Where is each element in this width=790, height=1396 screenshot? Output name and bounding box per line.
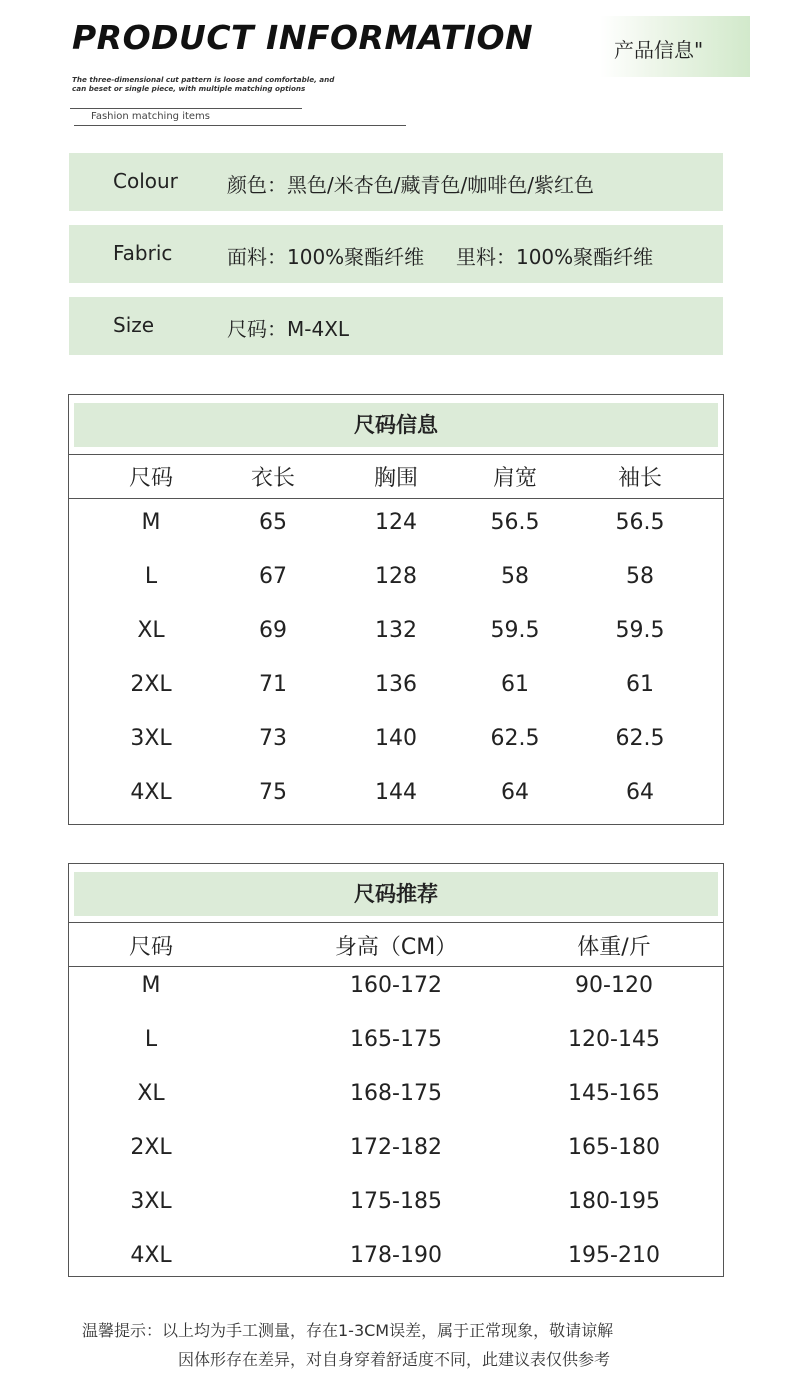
- info-value: 尺码：M-4XL: [227, 317, 350, 341]
- table-cell: 59.5: [490, 618, 540, 643]
- fashion-label: Fashion matching items: [91, 111, 210, 122]
- table-cell: 145-165: [568, 1081, 660, 1106]
- badge-label: 产品信息": [614, 38, 704, 62]
- subtitle-line-1: The three-dimensional cut pattern is loose and comfortable, and: [72, 75, 335, 84]
- table-cell: 3XL: [130, 1189, 172, 1214]
- table-cell: XL: [137, 1081, 165, 1106]
- column-header: 肩宽: [492, 466, 538, 491]
- table-cell: 140: [375, 726, 417, 751]
- info-label: Colour: [113, 169, 178, 193]
- column-header: 尺码: [128, 935, 174, 960]
- page-title: PRODUCT INFORMATION: [72, 18, 534, 57]
- info-bar-size: [69, 297, 723, 355]
- table-cell: 58: [626, 564, 654, 589]
- info-value: 颜色：黑色/米杏色/藏青色/咖啡色/紫红色: [227, 173, 594, 197]
- table-cell: 2XL: [130, 1135, 172, 1160]
- table-cell: 3XL: [130, 726, 172, 751]
- table-cell: 175-185: [350, 1189, 442, 1214]
- table-title: 尺码推荐: [74, 872, 718, 916]
- table-cell: 62.5: [490, 726, 540, 751]
- section-badge: [600, 16, 750, 77]
- table-cell: 165-180: [568, 1135, 660, 1160]
- table-cell: XL: [137, 618, 165, 643]
- table-cell: 168-175: [350, 1081, 442, 1106]
- table-cell: 178-190: [350, 1243, 442, 1268]
- table-cell: 64: [501, 780, 529, 805]
- table-cell: 180-195: [568, 1189, 660, 1214]
- table-cell: 73: [259, 726, 287, 751]
- table-cell: 172-182: [350, 1135, 442, 1160]
- table-cell: 136: [375, 672, 417, 697]
- info-value: 面料：100%聚酯纤维 里料：100%聚酯纤维: [227, 245, 654, 269]
- table-cell: 71: [259, 672, 287, 697]
- table-cell: 61: [501, 672, 529, 697]
- column-header: 衣长: [250, 466, 296, 491]
- table-cell: 128: [375, 564, 417, 589]
- column-header: 胸围: [373, 466, 419, 491]
- table-divider: [69, 454, 723, 455]
- table-cell: 62.5: [615, 726, 665, 751]
- table-cell: 59.5: [615, 618, 665, 643]
- size-recommend-table: [68, 863, 724, 1277]
- table-cell: M: [141, 973, 161, 998]
- info-label: Size: [113, 313, 155, 337]
- info-bar-colour: [69, 153, 723, 211]
- table-cell: L: [144, 564, 158, 589]
- table-cell: 65: [259, 510, 287, 535]
- column-header: 尺码: [128, 466, 174, 491]
- table-cell: M: [141, 510, 161, 535]
- table-cell: 56.5: [615, 510, 665, 535]
- notice-line-2: 因体形存在差异，对自身穿着舒适度不同，此建议表仅供参考: [178, 1350, 611, 1369]
- table-cell: 90-120: [575, 973, 653, 998]
- table-cell: L: [144, 1027, 158, 1052]
- subtitle-line-2: can beset or single piece, with multiple matching options: [72, 84, 306, 93]
- table-cell: 165-175: [350, 1027, 442, 1052]
- table-title: 尺码信息: [74, 403, 718, 447]
- table-cell: 132: [375, 618, 417, 643]
- table-cell: 160-172: [350, 973, 442, 998]
- subtitle: [72, 75, 392, 93]
- table-cell: 64: [626, 780, 654, 805]
- table-cell: 75: [259, 780, 287, 805]
- table-cell: 4XL: [130, 1243, 172, 1268]
- size-info-table: [68, 394, 724, 825]
- table-cell: 61: [626, 672, 654, 697]
- table-cell: 67: [259, 564, 287, 589]
- info-bar-fabric: [69, 225, 723, 283]
- table-cell: 2XL: [130, 672, 172, 697]
- table-cell: 144: [375, 780, 417, 805]
- table-cell: 4XL: [130, 780, 172, 805]
- divider-line: [70, 108, 302, 109]
- table-divider: [69, 922, 723, 923]
- table-divider: [69, 966, 723, 967]
- table-cell: 58: [501, 564, 529, 589]
- table-cell: 195-210: [568, 1243, 660, 1268]
- table-divider: [69, 498, 723, 499]
- divider-line: [74, 125, 406, 126]
- table-cell: 56.5: [490, 510, 540, 535]
- table-cell: 69: [259, 618, 287, 643]
- table-cell: 120-145: [568, 1027, 660, 1052]
- table-cell: 124: [375, 510, 417, 535]
- column-header: 身高（CM）: [334, 935, 458, 960]
- notice-line-1: 温馨提示：以上均为手工测量，存在1-3CM误差，属于正常现象，敬请谅解: [82, 1321, 614, 1340]
- info-label: Fabric: [113, 241, 173, 265]
- column-header: 体重/斤: [577, 935, 651, 960]
- column-header: 袖长: [617, 466, 663, 491]
